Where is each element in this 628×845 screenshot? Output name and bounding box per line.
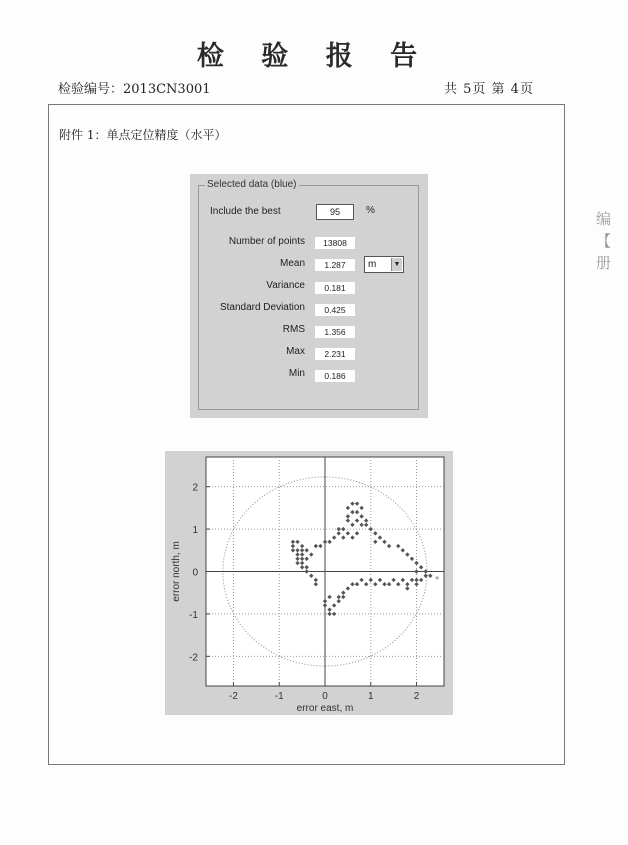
page-info: 共 5页 第 4页 bbox=[444, 82, 534, 97]
x-tick-label: -1 bbox=[274, 691, 284, 702]
group-legend: Selected data (blue) bbox=[207, 179, 297, 190]
percent-sign: % bbox=[366, 205, 375, 216]
stat-value-mean: 1.287 bbox=[315, 259, 355, 271]
y-axis-label: error north, m bbox=[171, 541, 182, 602]
scatter-plot bbox=[165, 451, 453, 715]
unit-select-value: m bbox=[368, 259, 377, 270]
y-tick-label: -2 bbox=[189, 652, 198, 664]
stat-value-rms: 1.356 bbox=[315, 326, 355, 338]
stat-label-variance: Variance bbox=[266, 280, 305, 291]
scatter-svg bbox=[165, 451, 453, 715]
stat-label-mean: Mean bbox=[279, 258, 305, 269]
report-title: 检 验 报 告 bbox=[196, 41, 432, 72]
stat-label-max: Max bbox=[286, 346, 305, 357]
x-tick-label: -2 bbox=[229, 691, 238, 702]
stat-value-std: 0.425 bbox=[315, 304, 355, 316]
stat-label-std: Standard Deviation bbox=[219, 302, 305, 313]
y-tick-label: 0 bbox=[192, 567, 198, 579]
side-stamp: 编 【 册 bbox=[596, 210, 612, 272]
stat-label-min: Min bbox=[288, 368, 305, 379]
unit-select[interactable] bbox=[364, 256, 404, 273]
x-tick-label: 0 bbox=[322, 691, 328, 702]
appendix-title: 附件 1：单点定位精度（水平） bbox=[59, 128, 227, 142]
selection-panel bbox=[190, 174, 428, 418]
report-number-label: 检验编号： bbox=[58, 82, 124, 97]
report-number-value: 2013CN3001 bbox=[123, 82, 211, 97]
stat-value-min: 0.186 bbox=[315, 370, 355, 382]
stat-value-variance: 0.181 bbox=[315, 282, 355, 294]
x-axis-label: error east, m bbox=[296, 703, 354, 714]
report-number bbox=[58, 78, 211, 97]
x-tick-label: 2 bbox=[413, 691, 420, 702]
stat-value-max: 2.231 bbox=[315, 348, 355, 360]
x-tick-label: 1 bbox=[367, 691, 374, 702]
chevron-down-icon[interactable]: ▼ bbox=[391, 258, 402, 271]
include-best-input[interactable]: 95 bbox=[316, 204, 354, 220]
include-best-label: Include the best bbox=[210, 206, 281, 217]
selected-data-group bbox=[198, 185, 419, 410]
stat-value-points: 13808 bbox=[315, 237, 355, 249]
stat-label-rms: RMS bbox=[282, 324, 305, 335]
y-tick-label: -1 bbox=[189, 609, 198, 621]
stat-label-points: Number of points bbox=[228, 236, 305, 247]
y-tick-label: 2 bbox=[192, 482, 198, 494]
y-tick-label: 1 bbox=[192, 525, 198, 537]
